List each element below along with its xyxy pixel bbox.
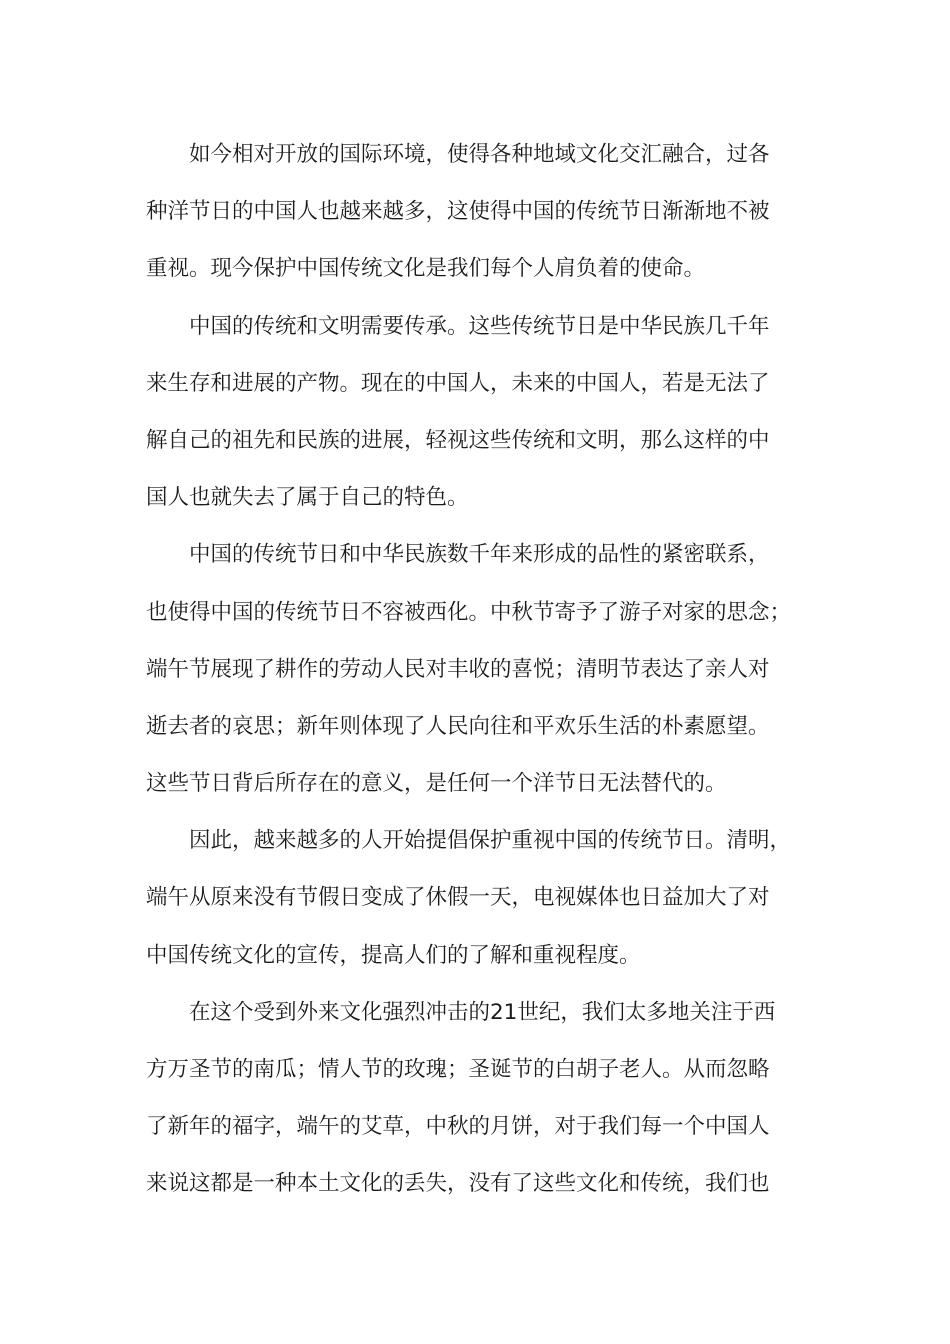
text-line: 方万圣节的南瓜；情人节的玫瑰；圣诞节的白胡子老人。从而忽略	[146, 1057, 770, 1082]
text-line: 因此，越来越多的人开始提倡保护重视中国的传统节日。清明，	[189, 828, 792, 854]
text-line: 逝去者的哀思；新年则体现了人民向往和平欢乐生活的朴素愿望。	[146, 713, 770, 739]
paragraph	[146, 298, 826, 527]
text-line: 中国的传统节日和中华民族数千年来形成的品性的紧密联系，	[189, 542, 770, 568]
text-line: 也使得中国的传统节日不容被西化。中秋节寄予了游子对家的思念；	[146, 599, 792, 625]
text-line: 来生存和进展的产物。现在的中国人，未来的中国人，若是无法了	[146, 370, 770, 396]
text-line: 国人也就失去了属于自己的特色。	[146, 485, 469, 511]
text-line: 重视。现今保护中国传统文化是我们每个人肩负着的使命。	[146, 256, 706, 282]
text-line: 这些节日背后所存在的意义，是任何一个洋节日无法替代的。	[146, 771, 727, 797]
paragraph	[146, 812, 826, 984]
text-line: 如今相对开放的国际环境，使得各种地域文化交汇融合，过各	[189, 142, 770, 167]
paragraph	[146, 984, 826, 1213]
text-line: 中国的传统和文明需要传承。这些传统节日是中华民族几千年	[189, 313, 770, 339]
paragraph	[146, 126, 826, 298]
text-line: 在这个受到外来文化强烈冲击的21世纪，我们太多地关注于西	[189, 999, 776, 1025]
text-line: 种洋节日的中国人也越来越多，这使得中国的传统节日渐渐地不被	[146, 199, 770, 225]
text-line: 解自己的祖先和民族的进展，轻视这些传统和文明，那么这样的中	[146, 427, 770, 453]
text-line: 了新年的福字，端午的艾草，中秋的月饼，对于我们每一个中国人	[146, 1114, 770, 1140]
document-body	[146, 126, 826, 1213]
text-line: 中国传统文化的宣传，提高人们的了解和重视程度。	[146, 942, 641, 968]
text-line: 端午节展现了耕作的劳动人民对丰收的喜悦；清明节表达了亲人对	[146, 656, 770, 682]
text-line: 来说这都是一种本土文化的丢失，没有了这些文化和传统，我们也	[146, 1171, 770, 1197]
text-line: 端午从原来没有节假日变成了休假一天，电视媒体也日益加大了对	[146, 885, 770, 911]
paragraph	[146, 526, 826, 812]
